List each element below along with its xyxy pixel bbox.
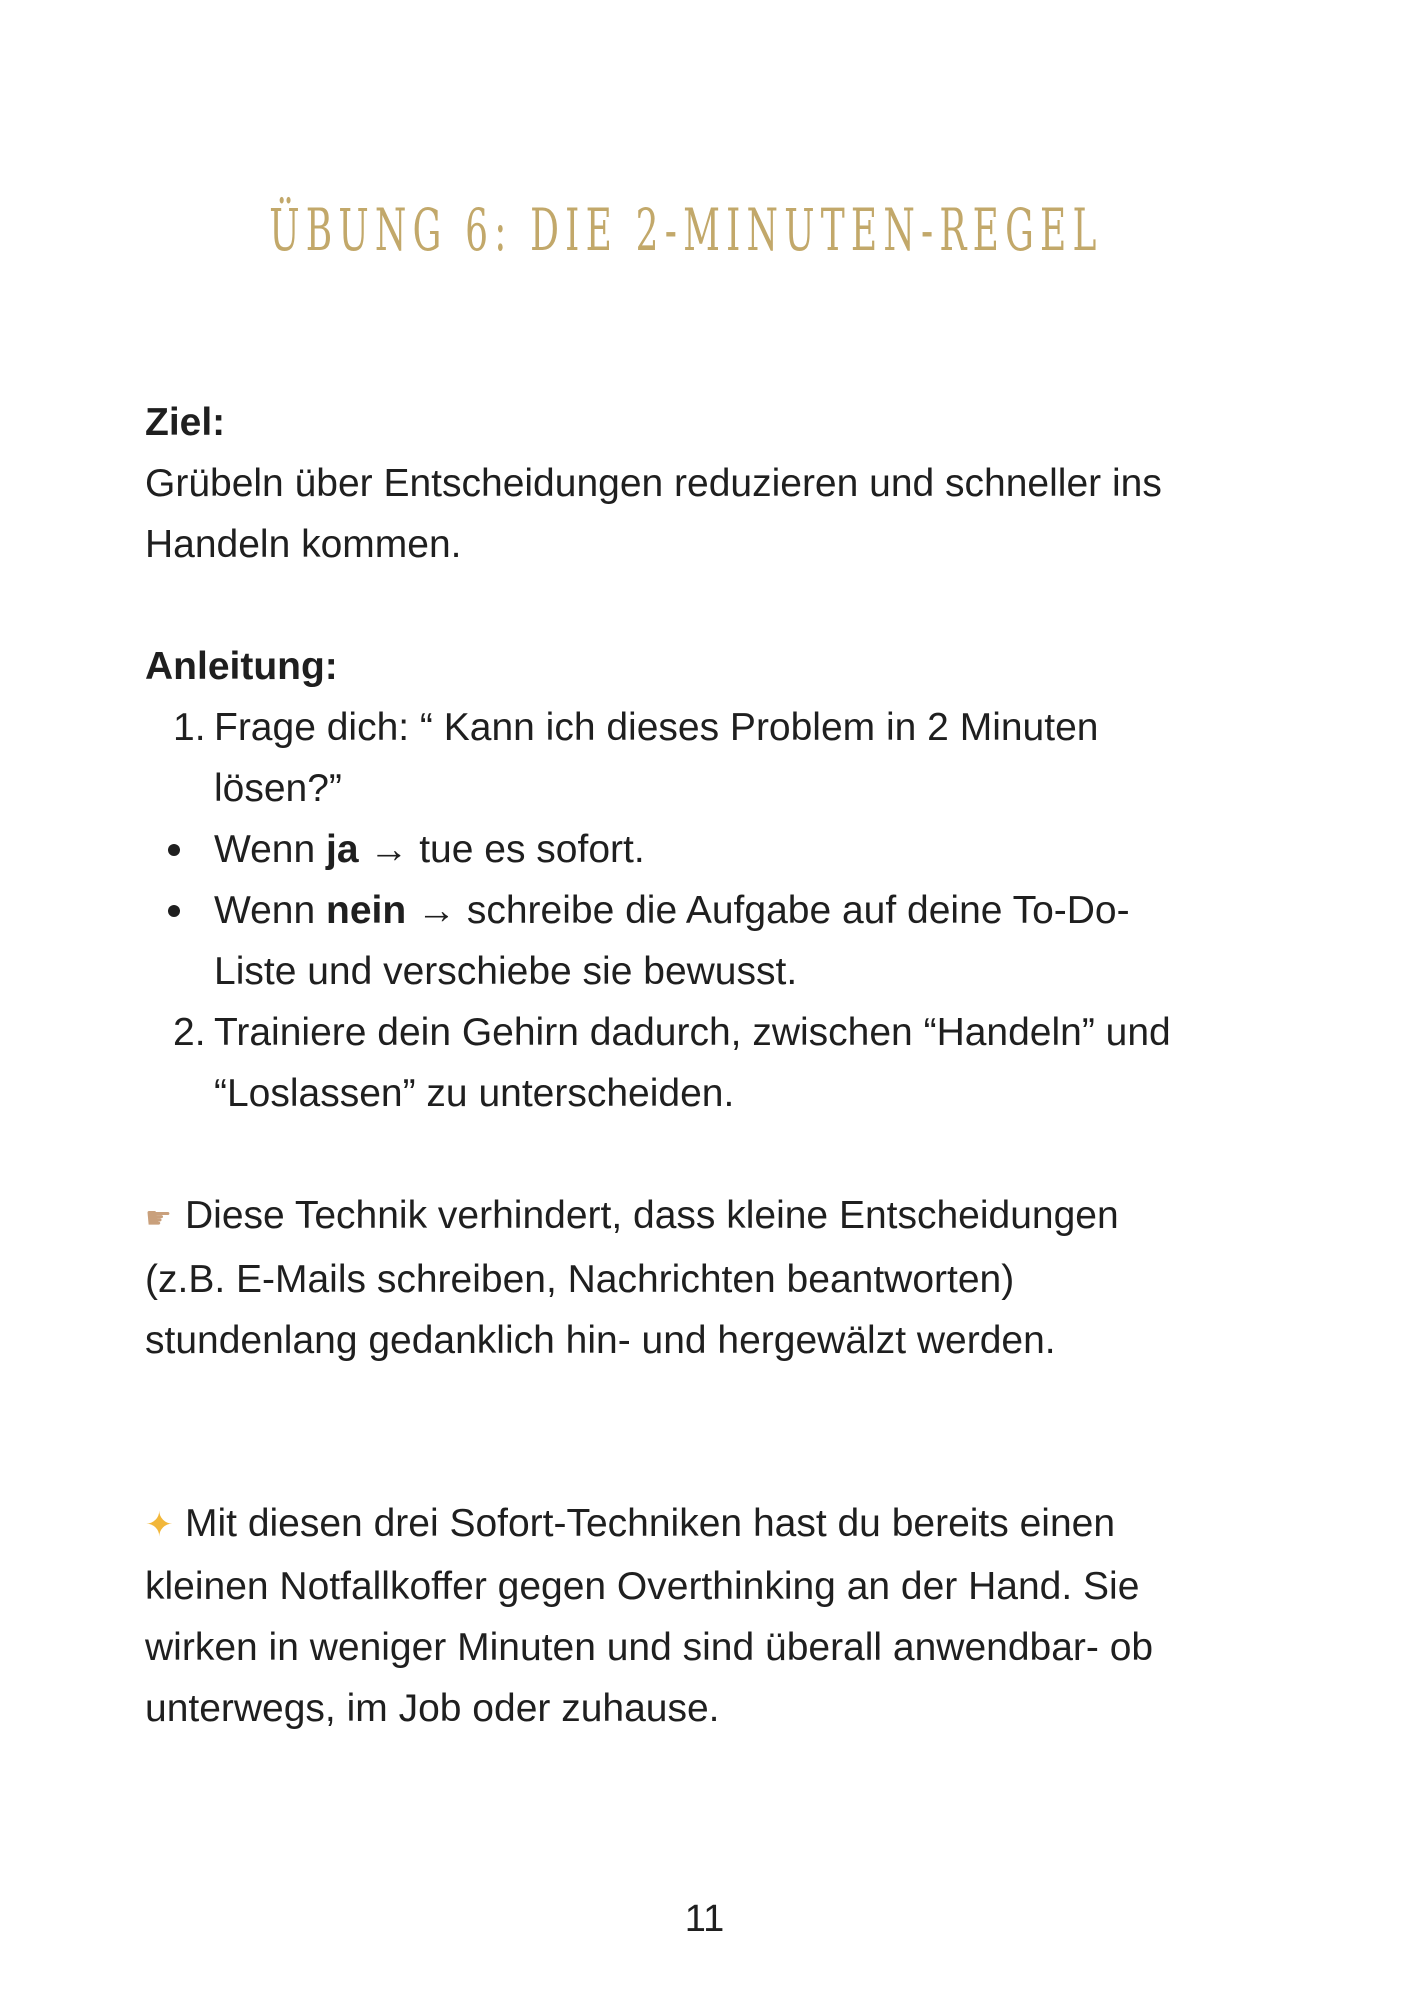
ziel-text-line-1: Grübeln über Entscheidungen reduzieren und schneller ins <box>145 462 1162 505</box>
sparkles-icon: ✦ <box>145 1506 174 1544</box>
step-2-line-1: Trainiere dein Gehirn dadurch, zwischen “Handeln” und <box>214 1011 1171 1054</box>
bullet-ja-bold: ja <box>326 828 359 871</box>
bullet-ja-pre: Wenn <box>214 828 327 871</box>
anleitung-label: Anleitung: <box>145 645 338 688</box>
bullet-dot <box>168 844 180 856</box>
content <box>145 392 1285 1739</box>
bullet-dot <box>168 905 180 917</box>
summary-line-3: wirken in weniger Minuten und sind überall anwendbar- ob <box>145 1626 1154 1669</box>
step-2-line-2: “Loslassen” zu unterscheiden. <box>214 1072 735 1115</box>
summary-paragraph <box>145 1493 1285 1739</box>
summary-line-4: unterwegs, im Job oder zuhause. <box>145 1687 720 1730</box>
step-1-line-1: Frage dich: “ Kann ich dieses Problem in 2 Minuten <box>214 706 1099 749</box>
bullet-nein-arrow: → <box>406 889 467 932</box>
bullet-nein-line-2: Liste und verschiebe sie bewusst. <box>214 950 798 993</box>
hint-line-2: (z.B. E-Mails schreiben, Nachrichten beantworten) <box>145 1258 1015 1301</box>
hint-line-3: stundenlang gedanklich hin- und hergewälzt werden. <box>145 1319 1056 1362</box>
summary-line-2: kleinen Notfallkoffer gegen Overthinking an der Hand. Sie <box>145 1565 1140 1608</box>
bullet-nein <box>145 880 1285 1002</box>
bullet-nein-pre: Wenn <box>214 889 327 932</box>
page-title: ÜBUNG 6: DIE 2-MINUTEN-REGEL <box>269 196 1103 264</box>
bullet-nein-rest: schreibe die Aufgabe auf deine To-Do- <box>466 889 1130 932</box>
bullet-ja-arrow: → <box>358 828 420 871</box>
step-1 <box>145 697 1285 819</box>
summary-line-1: Mit diesen drei Sofort-Techniken hast du bereits einen <box>185 1502 1116 1545</box>
pointing-hand-icon: ☛ <box>145 1202 172 1235</box>
bullet-ja-rest: tue es sofort. <box>419 828 645 871</box>
step-1-number: 1. <box>173 706 206 749</box>
ziel-label: Ziel: <box>145 401 226 444</box>
step-1-line-2: lösen?” <box>214 767 342 810</box>
hint-paragraph <box>145 1185 1285 1371</box>
ziel-text-line-2: Handeln kommen. <box>145 523 462 566</box>
bullet-nein-bold: nein <box>326 889 407 932</box>
bullet-ja <box>145 819 1285 880</box>
step-2-number: 2. <box>173 1011 206 1054</box>
step-2 <box>145 1002 1285 1124</box>
hint-line-1: Diese Technik verhindert, dass kleine Entscheidungen <box>185 1194 1119 1237</box>
page-number: 11 <box>684 1898 725 1940</box>
